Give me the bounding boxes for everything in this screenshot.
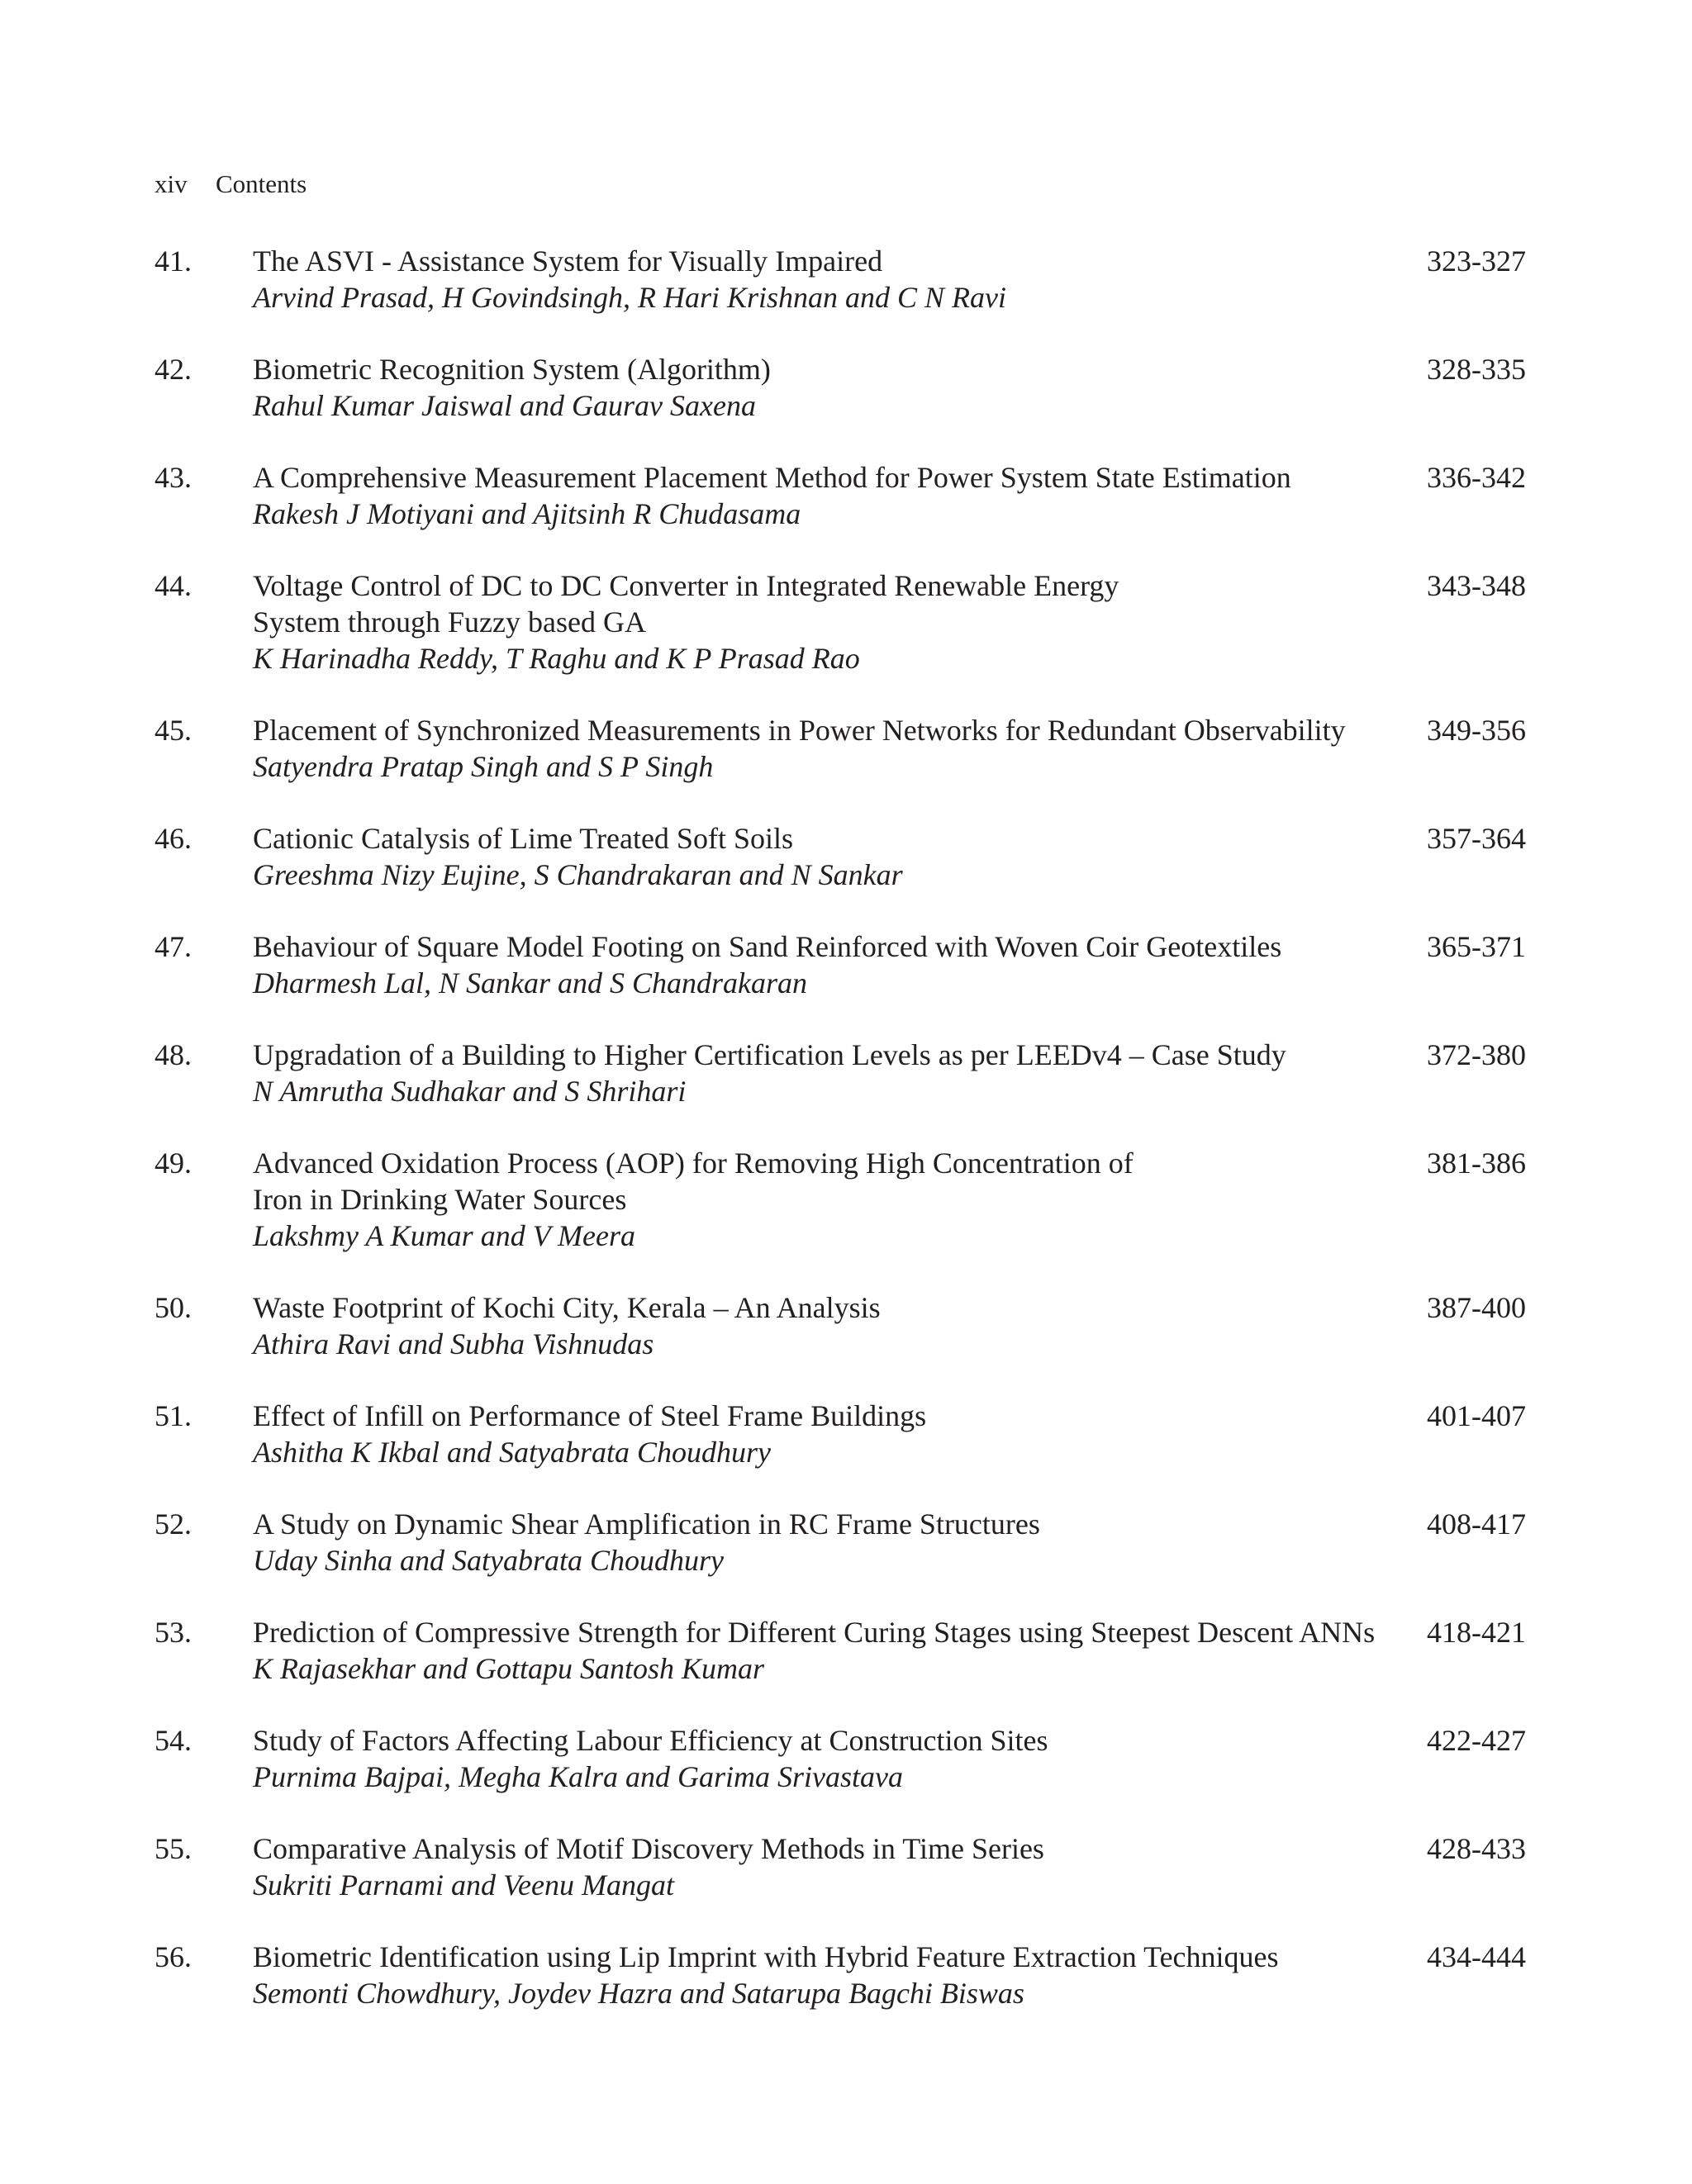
- entry-body: [253, 712, 1395, 785]
- entry-body: [253, 567, 1395, 677]
- entry-page-range: 401-407: [1427, 1399, 1526, 1432]
- entry-title-line: Waste Footprint of Kochi City, Kerala – An Analysis: [253, 1291, 881, 1324]
- toc-entry: [154, 1398, 1534, 1470]
- toc-entry: [154, 712, 1534, 785]
- entry-authors: Arvind Prasad, H Govindsingh, R Hari Krishnan and C N Ravi: [253, 281, 1007, 314]
- entry-title-line: Behaviour of Square Model Footing on Sand Reinforced with Woven Coir Geotextiles: [253, 930, 1282, 963]
- entry-number: 50.: [154, 1291, 192, 1324]
- entry-number: 52.: [154, 1507, 192, 1541]
- entry-title-line: Voltage Control of DC to DC Converter in Integrated Renewable Energy: [253, 569, 1119, 602]
- entry-page-range: 357-364: [1427, 822, 1526, 855]
- toc-entry: [154, 243, 1534, 316]
- entry-title-line: Prediction of Compressive Strength for Different Curing Stages using Steepest Descent ANNs: [253, 1616, 1376, 1649]
- entry-authors: Semonti Chowdhury, Joydev Hazra and Satarupa Bagchi Biswas: [253, 1977, 1024, 2010]
- entry-page-range: 381-386: [1427, 1147, 1526, 1180]
- entry-page-range: 343-348: [1427, 569, 1526, 602]
- entry-body: [253, 1398, 1395, 1470]
- toc-entry: [154, 1830, 1534, 1903]
- entry-body: [253, 1614, 1395, 1687]
- entry-number: 49.: [154, 1147, 192, 1180]
- entry-number: 48.: [154, 1038, 192, 1071]
- entry-authors: Lakshmy A Kumar and V Meera: [253, 1219, 635, 1252]
- entry-title-line: Biometric Identification using Lip Imprint with Hybrid Feature Extraction Techniques: [253, 1940, 1279, 1973]
- entry-authors: Dharmesh Lal, N Sankar and S Chandrakaran: [253, 966, 808, 999]
- entry-page-range: 387-400: [1427, 1291, 1526, 1324]
- entry-authors: Greeshma Nizy Eujine, S Chandrakaran and N Sankar: [253, 858, 903, 891]
- toc-entry: [154, 1289, 1534, 1362]
- toc-entry: [154, 567, 1534, 677]
- entry-title-line: A Comprehensive Measurement Placement Method for Power System State Estimation: [253, 461, 1291, 494]
- entry-body: [253, 1830, 1395, 1903]
- entry-body: [253, 1289, 1395, 1362]
- running-head: [154, 166, 307, 202]
- entry-authors: Uday Sinha and Satyabrata Choudhury: [253, 1544, 724, 1577]
- entry-authors: Rakesh J Motiyani and Ajitsinh R Chudasama: [253, 497, 801, 530]
- entry-title-line: A Study on Dynamic Shear Amplification in RC Frame Structures: [253, 1507, 1040, 1541]
- entry-body: [253, 1037, 1395, 1109]
- entry-number: 42.: [154, 353, 192, 386]
- entry-number: 56.: [154, 1940, 192, 1973]
- entry-page-range: 365-371: [1427, 930, 1526, 963]
- entry-page-range: 418-421: [1427, 1616, 1526, 1649]
- entry-page-range: 434-444: [1427, 1940, 1526, 1973]
- entry-title-line: System through Fuzzy based GA: [253, 605, 646, 639]
- toc-entry: [154, 820, 1534, 893]
- entry-authors: K Rajasekhar and Gottapu Santosh Kumar: [253, 1652, 765, 1685]
- entry-body: [253, 1145, 1395, 1254]
- section-title: Contents: [216, 169, 307, 198]
- toc-entry: [154, 1722, 1534, 1795]
- entry-number: 54.: [154, 1724, 192, 1757]
- entry-number: 41.: [154, 245, 192, 278]
- entry-title-line: Cationic Catalysis of Lime Treated Soft Soils: [253, 822, 793, 855]
- entry-title-line: Advanced Oxidation Process (AOP) for Removing High Concentration of: [253, 1147, 1134, 1180]
- entry-title-line: Study of Factors Affecting Labour Efficiency at Construction Sites: [253, 1724, 1048, 1757]
- entry-body: [253, 351, 1395, 424]
- entry-authors: Satyendra Pratap Singh and S P Singh: [253, 750, 714, 783]
- entry-body: [253, 1722, 1395, 1795]
- entry-authors: Ashitha K Ikbal and Satyabrata Choudhury: [253, 1436, 771, 1469]
- entry-number: 53.: [154, 1616, 192, 1649]
- entry-body: [253, 1506, 1395, 1579]
- entry-number: 45.: [154, 714, 192, 747]
- entry-body: [253, 820, 1395, 893]
- toc-entry: [154, 351, 1534, 424]
- entry-body: [253, 243, 1395, 316]
- toc-entry: [154, 1939, 1534, 2011]
- entry-page-range: 408-417: [1427, 1507, 1526, 1541]
- toc-entry: [154, 1037, 1534, 1109]
- entry-authors: Purnima Bajpai, Megha Kalra and Garima Srivastava: [253, 1760, 903, 1793]
- entry-page-range: 328-335: [1427, 353, 1526, 386]
- entry-page-range: 336-342: [1427, 461, 1526, 494]
- entry-title-line: Placement of Synchronized Measurements in Power Networks for Redundant Observability: [253, 714, 1346, 747]
- entry-title-line: Biometric Recognition System (Algorithm): [253, 353, 771, 386]
- entry-page-range: 349-356: [1427, 714, 1526, 747]
- entry-body: [253, 928, 1395, 1001]
- toc-entry: [154, 928, 1534, 1001]
- entry-page-range: 422-427: [1427, 1724, 1526, 1757]
- entry-number: 46.: [154, 822, 192, 855]
- entry-authors: Sukriti Parnami and Veenu Mangat: [253, 1868, 674, 1902]
- entry-authors: Athira Ravi and Subha Vishnudas: [253, 1327, 654, 1360]
- entry-authors: K Harinadha Reddy, T Raghu and K P Prasad Rao: [253, 642, 860, 675]
- entry-title-line: Upgradation of a Building to Higher Certification Levels as per LEEDv4 – Case Study: [253, 1038, 1286, 1071]
- entry-page-range: 428-433: [1427, 1832, 1526, 1865]
- toc-entry: [154, 1506, 1534, 1579]
- toc-entry: [154, 1145, 1534, 1254]
- table-of-contents: [154, 243, 1534, 2047]
- entry-number: 55.: [154, 1832, 192, 1865]
- entry-title-line: The ASVI - Assistance System for Visually Impaired: [253, 245, 883, 278]
- entry-number: 44.: [154, 569, 192, 602]
- toc-entry: [154, 459, 1534, 532]
- entry-body: [253, 1939, 1395, 2011]
- entry-authors: N Amrutha Sudhakar and S Shrihari: [253, 1075, 687, 1108]
- entry-number: 51.: [154, 1399, 192, 1432]
- entry-title-line: Comparative Analysis of Motif Discovery Methods in Time Series: [253, 1832, 1044, 1865]
- entry-page-range: 372-380: [1427, 1038, 1526, 1071]
- toc-entry: [154, 1614, 1534, 1687]
- entry-title-line: Effect of Infill on Performance of Steel Frame Buildings: [253, 1399, 927, 1432]
- entry-number: 43.: [154, 461, 192, 494]
- entry-page-range: 323-327: [1427, 245, 1526, 278]
- entry-body: [253, 459, 1395, 532]
- entry-title-line: Iron in Drinking Water Sources: [253, 1183, 627, 1216]
- page-number: xiv: [154, 169, 188, 198]
- entry-number: 47.: [154, 930, 192, 963]
- entry-authors: Rahul Kumar Jaiswal and Gaurav Saxena: [253, 389, 756, 422]
